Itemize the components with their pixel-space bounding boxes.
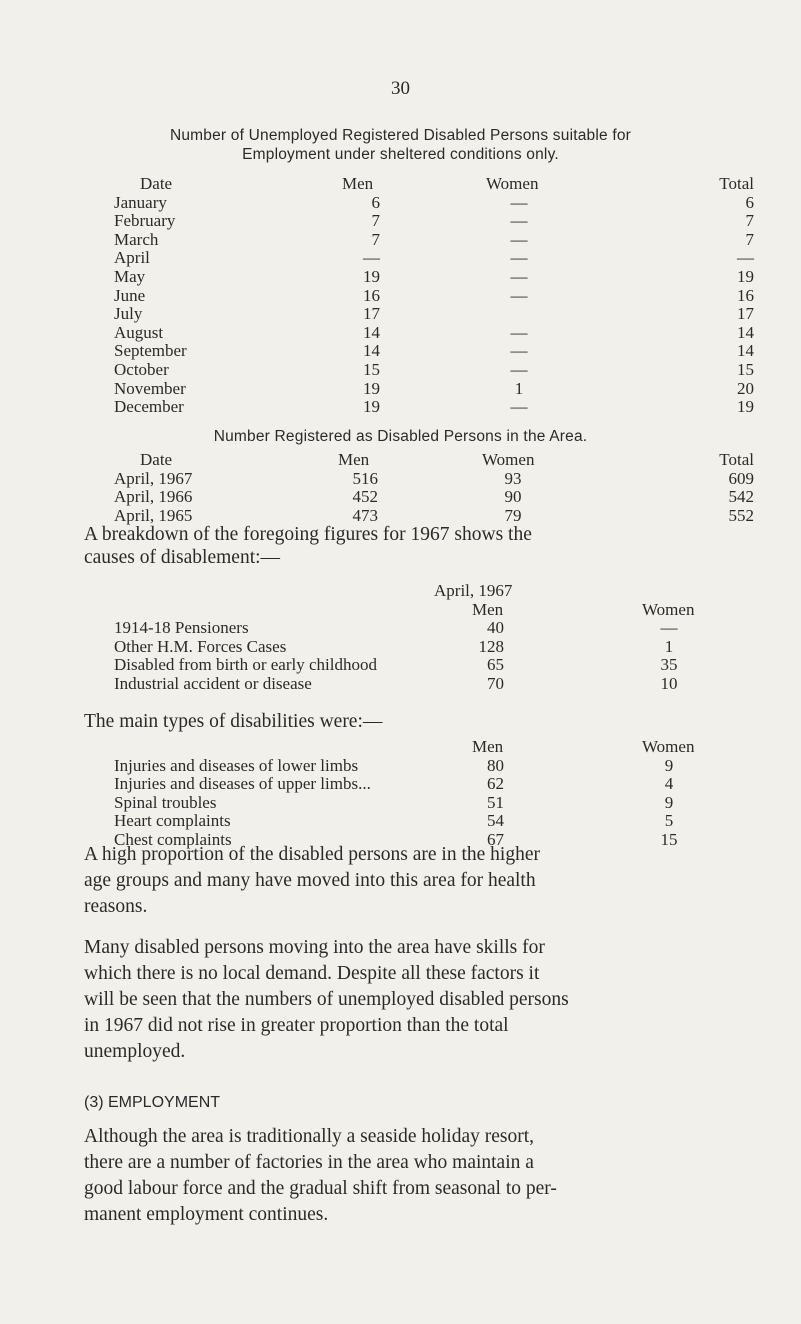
table-row xyxy=(114,231,754,250)
p2-line5: unemployed. xyxy=(84,1041,186,1062)
men-cell: 70 xyxy=(487,673,504,693)
col-date: Date xyxy=(140,174,173,193)
type-cell: Heart complaints xyxy=(114,811,231,831)
causes-table xyxy=(114,582,754,694)
col-men: Men xyxy=(472,737,504,756)
table-row xyxy=(114,812,754,831)
col-women: Women xyxy=(486,174,539,193)
women-cell: 1 xyxy=(514,378,524,398)
women-cell: 93 xyxy=(504,468,522,488)
men-cell: 67 xyxy=(487,829,504,849)
period-label: April, 1967 xyxy=(434,581,513,600)
paragraph-1 xyxy=(84,842,724,920)
women-cell: — xyxy=(510,285,528,305)
table-row xyxy=(114,638,754,657)
type-cell: Injuries and diseases of lower limbs xyxy=(114,755,359,775)
total-cell: 15 xyxy=(737,359,754,379)
men-cell: 473 xyxy=(352,505,378,525)
p3-line4: manent employment continues. xyxy=(84,1204,329,1225)
month-cell: April xyxy=(114,248,150,268)
total-cell: 20 xyxy=(737,378,754,398)
month-cell: November xyxy=(114,378,186,398)
total-cell: 542 xyxy=(728,487,754,507)
p1-line3: reasons. xyxy=(84,896,148,917)
men-cell: 6 xyxy=(371,192,380,212)
men-cell: 19 xyxy=(363,266,380,286)
p3-line1: Although the area is traditionally a seaside holiday resort, xyxy=(84,1126,534,1147)
total-cell: 6 xyxy=(745,192,754,212)
cause-cell: 1914-18 Pensioners xyxy=(114,618,249,638)
month-cell: January xyxy=(114,192,167,212)
p2-line3: will be seen that the numbers of unemployed disabled persons xyxy=(84,989,569,1010)
month-cell: February xyxy=(114,211,176,231)
date-cell: April, 1965 xyxy=(114,505,193,525)
p2-line1: Many disabled persons moving into the area have skills for xyxy=(84,937,545,958)
month-cell: March xyxy=(114,229,159,249)
month-cell: July xyxy=(114,304,143,324)
table-row xyxy=(114,342,754,361)
paragraph-3 xyxy=(84,1124,724,1228)
table-row xyxy=(114,380,754,399)
table-header xyxy=(114,738,754,757)
men-cell: 40 xyxy=(487,618,504,638)
col-women: Women xyxy=(642,599,695,619)
p1-line2: age groups and many have moved into this area for health xyxy=(84,870,536,891)
table-row xyxy=(114,268,754,287)
p1-line1: A high proportion of the disabled persons are in the higher xyxy=(84,844,540,865)
total-cell: 17 xyxy=(737,304,754,324)
col-total: Total xyxy=(719,174,754,193)
col-men: Men xyxy=(342,174,374,193)
women-cell: 4 xyxy=(664,774,674,794)
women-cell: 9 xyxy=(664,755,674,775)
women-cell: — xyxy=(510,229,528,249)
cause-cell: Disabled from birth or early childhood xyxy=(114,655,377,675)
men-cell: 14 xyxy=(363,322,380,342)
month-cell: September xyxy=(114,341,187,361)
men-cell: 19 xyxy=(363,397,380,417)
total-cell: 14 xyxy=(737,322,754,342)
women-cell: 5 xyxy=(664,811,674,831)
men-cell: 19 xyxy=(363,378,380,398)
col-date: Date xyxy=(140,450,173,469)
section2-heading: Number Registered as Disabled Persons in the Area. xyxy=(213,428,588,445)
table-row xyxy=(114,287,754,306)
table-row xyxy=(114,656,754,675)
men-cell: 7 xyxy=(371,211,380,231)
employment-heading: (3) EMPLOYMENT xyxy=(84,1094,221,1111)
total-cell: 552 xyxy=(728,505,754,525)
men-cell: 14 xyxy=(363,341,380,361)
women-cell: 15 xyxy=(660,829,678,849)
men-cell: 54 xyxy=(487,811,504,831)
col-women: Women xyxy=(482,450,535,469)
date-cell: April, 1966 xyxy=(114,487,193,507)
table-row xyxy=(114,194,754,213)
men-cell: 516 xyxy=(352,468,378,488)
men-cell: 128 xyxy=(478,636,504,656)
p2-line2: which there is no local demand. Despite all these factors it xyxy=(84,963,540,984)
table-row xyxy=(114,361,754,380)
table-row xyxy=(114,470,754,489)
table-header xyxy=(114,175,754,194)
table-header xyxy=(114,451,754,470)
women-cell: 1 xyxy=(664,636,674,656)
women-cell: — xyxy=(510,322,528,342)
table-row xyxy=(114,324,754,343)
cause-cell: Industrial accident or disease xyxy=(114,673,312,693)
month-cell: June xyxy=(114,285,146,305)
table-row xyxy=(114,675,754,694)
women-cell: 79 xyxy=(504,505,522,525)
men-cell: — xyxy=(363,248,380,268)
men-cell: 15 xyxy=(363,359,380,379)
monthly-unemployed-table xyxy=(114,175,754,417)
women-cell: 10 xyxy=(660,673,678,693)
col-women: Women xyxy=(642,737,695,756)
paragraph-2 xyxy=(84,935,724,1065)
women-cell: — xyxy=(660,618,678,638)
table-row xyxy=(114,757,754,776)
total-cell: 19 xyxy=(737,266,754,286)
men-cell: 16 xyxy=(363,285,380,305)
section1-heading-line2: Employment under sheltered conditions only. xyxy=(242,146,559,163)
p3-line2: there are a number of factories in the area who maintain a xyxy=(84,1152,534,1173)
table-row xyxy=(114,305,754,324)
women-cell: 9 xyxy=(664,792,674,812)
total-cell: 7 xyxy=(745,229,754,249)
table-row xyxy=(114,619,754,638)
disabilities-intro: The main types of disabilities were:— xyxy=(84,711,383,732)
cause-cell: Other H.M. Forces Cases xyxy=(114,636,287,656)
total-cell: 19 xyxy=(737,397,754,417)
disability-types-table xyxy=(114,738,754,850)
page-number: 30 xyxy=(391,78,410,99)
date-cell: April, 1967 xyxy=(114,468,193,488)
table-header xyxy=(114,601,754,620)
table-row xyxy=(114,775,754,794)
col-total: Total xyxy=(719,450,754,469)
men-cell: 17 xyxy=(363,304,380,324)
women-cell: 90 xyxy=(504,487,522,507)
table-row xyxy=(114,249,754,268)
table-row xyxy=(114,212,754,231)
men-cell: 51 xyxy=(487,792,504,812)
total-cell: 7 xyxy=(745,211,754,231)
men-cell: 7 xyxy=(371,229,380,249)
women-cell: — xyxy=(510,248,528,268)
women-cell: — xyxy=(510,211,528,231)
col-men: Men xyxy=(472,599,504,619)
women-cell: — xyxy=(510,341,528,361)
men-cell: 452 xyxy=(352,487,378,507)
men-cell: 62 xyxy=(487,774,504,794)
women-cell: — xyxy=(510,266,528,286)
breakdown-intro-line2: causes of disablement:— xyxy=(84,547,281,568)
period-row xyxy=(114,582,754,601)
total-cell: 16 xyxy=(737,285,754,305)
women-cell: — xyxy=(510,397,528,417)
total-cell: 609 xyxy=(728,468,754,488)
registered-disabled-table xyxy=(114,451,754,525)
women-cell: 35 xyxy=(660,655,678,675)
type-cell: Injuries and diseases of upper limbs... xyxy=(114,774,371,794)
section1-heading-line1: Number of Unemployed Registered Disabled Persons suitable for xyxy=(169,127,632,144)
p3-line3: good labour force and the gradual shift from seasonal to per- xyxy=(84,1178,557,1199)
table-row xyxy=(114,794,754,813)
men-cell: 65 xyxy=(487,655,504,675)
total-cell: — xyxy=(737,248,754,268)
month-cell: December xyxy=(114,397,184,417)
type-cell: Spinal troubles xyxy=(114,792,217,812)
month-cell: October xyxy=(114,359,169,379)
table-row xyxy=(114,488,754,507)
type-cell: Chest complaints xyxy=(114,829,232,849)
table-row xyxy=(114,398,754,417)
men-cell: 80 xyxy=(487,755,504,775)
breakdown-intro-line1: A breakdown of the foregoing figures for 1967 shows the xyxy=(84,524,532,545)
month-cell: August xyxy=(114,322,164,342)
p2-line4: in 1967 did not rise in greater proportion than the total xyxy=(84,1015,509,1036)
women-cell: — xyxy=(510,192,528,212)
month-cell: May xyxy=(114,266,146,286)
total-cell: 14 xyxy=(737,341,754,361)
women-cell: — xyxy=(510,359,528,379)
col-men: Men xyxy=(338,450,370,469)
